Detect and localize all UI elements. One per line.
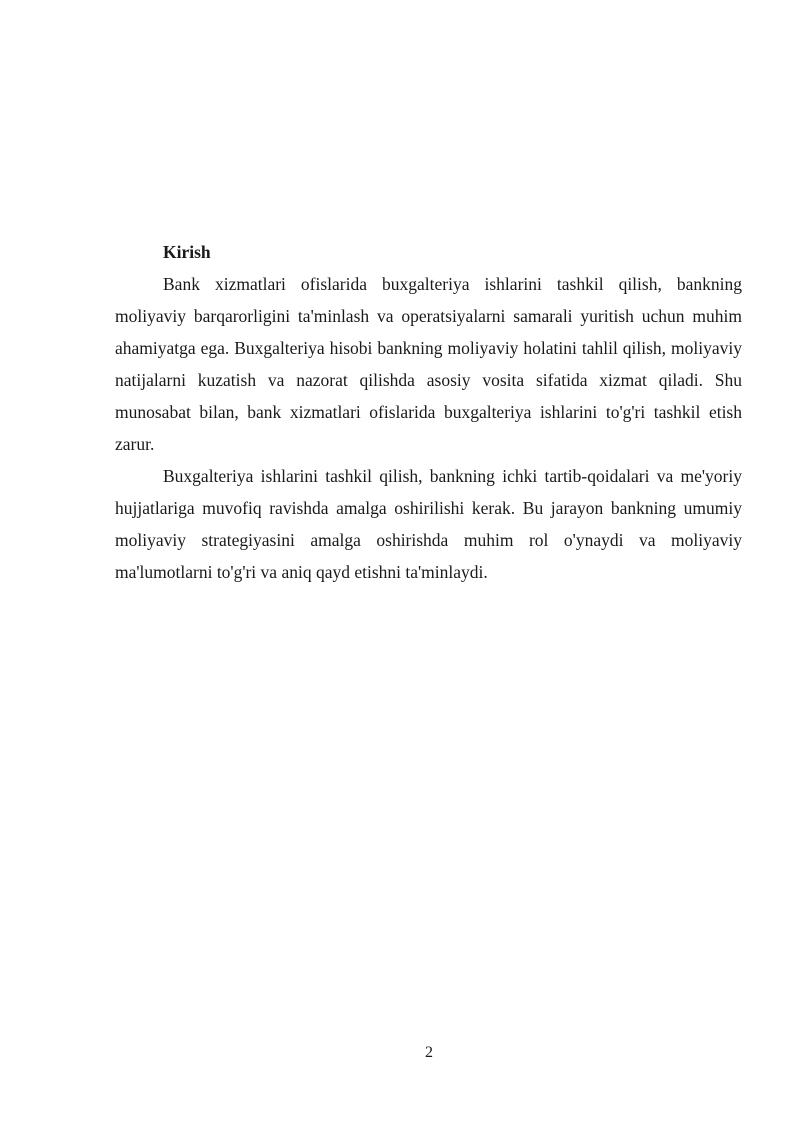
page-number: 2 [425, 1044, 433, 1061]
paragraph-1: Bank xizmatlari ofislarida buxgalteriya ishlarini tashkil qilish, bankning moliyaviy barqarorligini ta'minlash va operatsiyalarni samarali yuritish uchun muhim ahamiyatga ega. Buxgalteriya hisobi bankning moliyaviy holatini tahlil qilish, moliyaviy natijalarni kuzatish va nazorat qilishda asosiy vosita sifatida xizmat qiladi. Shu munosabat bilan, bank xizmatlari ofislarida buxgalteriya ishlarini to'g'ri tashkil etish zarur. [115, 274, 742, 454]
paragraph-2: Buxgalteriya ishlarini tashkil qilish, bankning ichki tartib-qoidalari va me'yoriy hujjatlariga muvofiq ravishda amalga oshirilishi kerak. Bu jarayon bankning umumiy moliyaviy strategiyasini amalga oshirishda muhim rol o'ynaydi va moliyaviy ma'lumotlarni to'g'ri va aniq qayd etishni ta'minlaydi. [115, 466, 742, 582]
section-heading: Kirish [163, 242, 211, 262]
page-content [115, 236, 742, 588]
